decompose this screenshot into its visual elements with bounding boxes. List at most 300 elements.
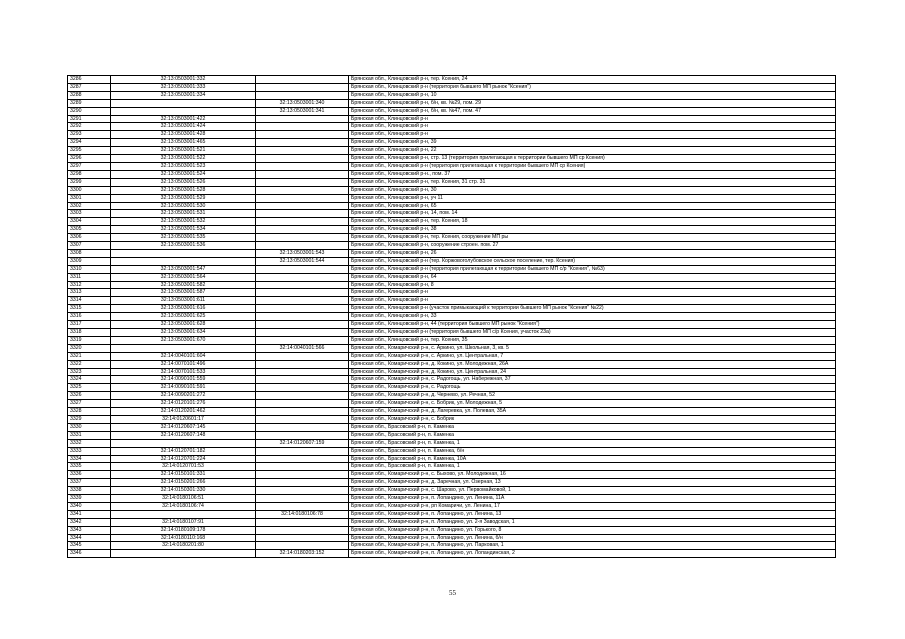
- object-cadastral-number-cell: 32:13:0503001:543: [256, 249, 349, 257]
- object-cadastral-number-cell: [256, 423, 349, 431]
- object-cadastral-number-cell: [256, 76, 349, 84]
- address-cell: Брянская обл., Клинцовский р-н, тер. Ксения, сооружение МП ры: [349, 234, 836, 242]
- cadastral-number-cell: [111, 550, 256, 558]
- cadastral-number-cell: 32:14:0120601:17: [111, 415, 256, 423]
- row-number-cell: 3326: [68, 392, 111, 400]
- cadastral-number-cell: 32:13:0503001:628: [111, 321, 256, 329]
- row-number-cell: 3310: [68, 265, 111, 273]
- object-cadastral-number-cell: [256, 265, 349, 273]
- cadastral-number-cell: 32:13:0503001:332: [111, 76, 256, 84]
- cadastral-number-cell: 32:13:0503001:582: [111, 281, 256, 289]
- address-cell: Брянская обл., Брасовский р-н, п. Каменка: [349, 431, 836, 439]
- cadastral-number-cell: 32:13:0503001:422: [111, 115, 256, 123]
- object-cadastral-number-cell: [256, 305, 349, 313]
- object-cadastral-number-cell: [256, 368, 349, 376]
- object-cadastral-number-cell: [256, 83, 349, 91]
- address-cell: Брянская обл., Клинцовский р-н, 22: [349, 147, 836, 155]
- object-cadastral-number-cell: [256, 408, 349, 416]
- address-cell: Брянская обл., Клинцовский р-н, 39: [349, 139, 836, 147]
- row-number-cell: 3304: [68, 218, 111, 226]
- row-number-cell: 3330: [68, 423, 111, 431]
- cadastral-number-cell: 32:13:0503001:625: [111, 313, 256, 321]
- address-cell: Брянская обл., Клинцовский р-н, 64: [349, 273, 836, 281]
- row-number-cell: 3341: [68, 510, 111, 518]
- address-cell: Брянская обл., Клинцовский р-н, 65: [349, 202, 836, 210]
- object-cadastral-number-cell: [256, 455, 349, 463]
- cadastral-number-cell: 32:13:0503001:522: [111, 155, 256, 163]
- row-number-cell: 3297: [68, 162, 111, 170]
- row-number-cell: 3345: [68, 542, 111, 550]
- table-row: [68, 463, 836, 471]
- table-row: [68, 534, 836, 542]
- address-cell: Брянская обл., Клинцовский р-н, тер. Ксения, 24: [349, 76, 836, 84]
- address-cell: Брянская обл., Клинцовский р-н., пом. 37: [349, 170, 836, 178]
- object-cadastral-number-cell: [256, 218, 349, 226]
- address-cell: Брянская обл., Комаричский р-н, д. Заречная, ул. Озерная, 13: [349, 479, 836, 487]
- address-cell: Брянская обл., Клинцовский р-н, 8: [349, 281, 836, 289]
- row-number-cell: 3294: [68, 139, 111, 147]
- address-cell: Брянская обл., Комаричский р-н, с. Бобрик, ул. Молодежная, 5: [349, 400, 836, 408]
- cadastral-number-cell: 32:13:0503001:521: [111, 147, 256, 155]
- cadastral-number-cell: 32:14:0070101:496: [111, 360, 256, 368]
- cadastral-number-cell: 32:14:0090201:272: [111, 392, 256, 400]
- address-cell: Брянская обл., Комаричский р-н, д. Лагеревка, ул. Полевая, 35А: [349, 408, 836, 416]
- address-cell: Брянская обл., Комаричский р-н, с. Радогощь, ул. Набережная, 37: [349, 376, 836, 384]
- table-row: [68, 83, 836, 91]
- address-cell: Брянская обл., Клинцовский р-н, 10: [349, 91, 836, 99]
- row-number-cell: 3300: [68, 186, 111, 194]
- table-row: [68, 439, 836, 447]
- row-number-cell: 3296: [68, 155, 111, 163]
- row-number-cell: 3311: [68, 273, 111, 281]
- object-cadastral-number-cell: [256, 487, 349, 495]
- cadastral-number-cell: [111, 439, 256, 447]
- table-row: [68, 76, 836, 84]
- row-number-cell: 3289: [68, 99, 111, 107]
- row-number-cell: 3329: [68, 415, 111, 423]
- table-row: [68, 550, 836, 558]
- table-row: [68, 336, 836, 344]
- object-cadastral-number-cell: [256, 463, 349, 471]
- table-row: [68, 384, 836, 392]
- row-number-cell: 3290: [68, 107, 111, 115]
- page-number: 55: [449, 589, 456, 597]
- cadastral-number-cell: 32:13:0503001:528: [111, 186, 256, 194]
- table-row: [68, 344, 836, 352]
- table-body: [68, 76, 836, 558]
- table-row: [68, 115, 836, 123]
- object-cadastral-number-cell: 32:14:0040101:566: [256, 344, 349, 352]
- address-cell: Брянская обл., Клинцовский р-н: [349, 123, 836, 131]
- address-cell: Брянская обл., Клинцовский р-н (территория прилегающая к территории бывшего МП с/р "Ксения", №63): [349, 265, 836, 273]
- cadastral-number-cell: 32:13:0503001:564: [111, 273, 256, 281]
- object-cadastral-number-cell: [256, 273, 349, 281]
- row-number-cell: 3342: [68, 518, 111, 526]
- table-row: [68, 313, 836, 321]
- row-number-cell: 3313: [68, 289, 111, 297]
- cadastral-number-cell: 32:14:0120201:462: [111, 408, 256, 416]
- table-row: [68, 447, 836, 455]
- row-number-cell: 3318: [68, 329, 111, 337]
- table-row: [68, 352, 836, 360]
- address-cell: Брянская обл., Комаричский р-н, д. Черневo, ул. Речная, 52: [349, 392, 836, 400]
- object-cadastral-number-cell: 32:13:0503001:341: [256, 107, 349, 115]
- cadastral-number-cell: 32:13:0503001:670: [111, 336, 256, 344]
- cadastral-number-cell: 32:13:0503001:334: [111, 91, 256, 99]
- object-cadastral-number-cell: [256, 242, 349, 250]
- object-cadastral-number-cell: [256, 534, 349, 542]
- row-number-cell: 3299: [68, 178, 111, 186]
- table-row: [68, 147, 836, 155]
- cadastral-number-cell: [111, 99, 256, 107]
- cadastral-number-cell: 32:14:0090101:591: [111, 384, 256, 392]
- object-cadastral-number-cell: [256, 139, 349, 147]
- object-cadastral-number-cell: [256, 447, 349, 455]
- row-number-cell: 3316: [68, 313, 111, 321]
- table-row: [68, 368, 836, 376]
- address-cell: Брянская обл., Брасовский р-н, п. Каменка: [349, 423, 836, 431]
- object-cadastral-number-cell: [256, 162, 349, 170]
- address-cell: Брянская обл., Клинцовский р-н (тер. Коржовоголубовское сельское поселение, тер. Ксения): [349, 257, 836, 265]
- cadastral-number-cell: 32:13:0503001:587: [111, 289, 256, 297]
- row-number-cell: 3322: [68, 360, 111, 368]
- cadastral-number-cell: 32:14:0120701:53: [111, 463, 256, 471]
- object-cadastral-number-cell: [256, 289, 349, 297]
- object-cadastral-number-cell: 32:14:0180203:152: [256, 550, 349, 558]
- table-row: [68, 178, 836, 186]
- row-number-cell: 3293: [68, 131, 111, 139]
- row-number-cell: 3317: [68, 321, 111, 329]
- address-cell: Брянская обл., Комаричский р-н, с. Аркино, ул. Школьная, 3, кв. 5: [349, 344, 836, 352]
- row-number-cell: 3301: [68, 194, 111, 202]
- object-cadastral-number-cell: [256, 155, 349, 163]
- address-cell: Брянская обл., Клинцовский р-н: [349, 115, 836, 123]
- address-cell: Брянская обл., Комаричский р-н, с. Шарово, ул. Первомайковой, 1: [349, 487, 836, 495]
- cadastral-number-cell: 32:14:0040101:604: [111, 352, 256, 360]
- cadastral-number-cell: 32:13:0503001:523: [111, 162, 256, 170]
- table-row: [68, 249, 836, 257]
- cadastral-number-cell: 32:14:0090101:559: [111, 376, 256, 384]
- table-row: [68, 123, 836, 131]
- table-row: [68, 423, 836, 431]
- object-cadastral-number-cell: [256, 202, 349, 210]
- address-cell: Брянская обл., Клинцовский р-н, стр. 13 (территория прилегающая к территории бывшего МП ср Ксения): [349, 155, 836, 163]
- address-cell: Брянская обл., Клинцовский р-н (территория бывшего МП рынок "Ксения"): [349, 83, 836, 91]
- table-row: [68, 210, 836, 218]
- table-row: [68, 226, 836, 234]
- cadastral-number-cell: [111, 257, 256, 265]
- table-row: [68, 392, 836, 400]
- address-cell: Брянская обл., Комаричский р-н, п. Лопандино, ул. 2-я Заводская, 1: [349, 518, 836, 526]
- table-row: [68, 297, 836, 305]
- cadastral-number-cell: 32:13:0503001:532: [111, 218, 256, 226]
- table-row: [68, 194, 836, 202]
- table-row: [68, 91, 836, 99]
- object-cadastral-number-cell: [256, 178, 349, 186]
- address-cell: Брянская обл., Клинцовский р-н, б/н, кв. №29, пом. 29: [349, 99, 836, 107]
- row-number-cell: 3331: [68, 431, 111, 439]
- table-row: [68, 321, 836, 329]
- cadastral-number-cell: 32:13:0503001:465: [111, 139, 256, 147]
- cadastral-number-cell: 32:13:0503001:547: [111, 265, 256, 273]
- address-cell: Брянская обл., Комаричский р-н, с. Радогощь: [349, 384, 836, 392]
- object-cadastral-number-cell: [256, 392, 349, 400]
- object-cadastral-number-cell: [256, 479, 349, 487]
- address-cell: Брянская обл., Комаричский р-н, с. Бобрик: [349, 415, 836, 423]
- table-row: [68, 376, 836, 384]
- object-cadastral-number-cell: [256, 376, 349, 384]
- row-number-cell: 3302: [68, 202, 111, 210]
- table-row: [68, 479, 836, 487]
- table-row: [68, 234, 836, 242]
- object-cadastral-number-cell: [256, 210, 349, 218]
- cadastral-number-cell: 32:13:0503001:530: [111, 202, 256, 210]
- property-register-table: [67, 75, 836, 558]
- address-cell: Брянская обл., Клинцовский р-н, 14, пом. 14: [349, 210, 836, 218]
- row-number-cell: 3337: [68, 479, 111, 487]
- row-number-cell: 3292: [68, 123, 111, 131]
- row-number-cell: 3319: [68, 336, 111, 344]
- address-cell: Брянская обл., Брасовский р-н, п. Каменка, б/н: [349, 447, 836, 455]
- address-cell: Брянская обл., Клинцовский р-н, 26: [349, 249, 836, 257]
- object-cadastral-number-cell: [256, 384, 349, 392]
- table-row: [68, 107, 836, 115]
- table-row: [68, 257, 836, 265]
- row-number-cell: 3324: [68, 376, 111, 384]
- address-cell: Брянская обл., Клинцовский р-н, уч 11: [349, 194, 836, 202]
- row-number-cell: 3334: [68, 455, 111, 463]
- table-row: [68, 242, 836, 250]
- address-cell: Брянская обл., Клинцовский р-н (территория прилегающая к территории бывшего МП ср Ксения): [349, 162, 836, 170]
- cadastral-number-cell: 32:13:0503001:616: [111, 305, 256, 313]
- object-cadastral-number-cell: [256, 313, 349, 321]
- address-cell: Брянская обл., Клинцовский р-н, 44 (территория бывшего МП рынок "Ксения"): [349, 321, 836, 329]
- cadastral-number-cell: 32:14:0120607:148: [111, 431, 256, 439]
- row-number-cell: 3291: [68, 115, 111, 123]
- row-number-cell: 3298: [68, 170, 111, 178]
- row-number-cell: 3320: [68, 344, 111, 352]
- address-cell: Брянская обл., Клинцовский р-н, сооружение строен. пом. 27: [349, 242, 836, 250]
- object-cadastral-number-cell: [256, 502, 349, 510]
- row-number-cell: 3308: [68, 249, 111, 257]
- cadastral-number-cell: 32:14:0150201:266: [111, 479, 256, 487]
- cadastral-number-cell: 32:13:0503001:524: [111, 170, 256, 178]
- cadastral-number-cell: 32:14:0150101:331: [111, 471, 256, 479]
- cadastral-number-cell: 32:14:0070101:533: [111, 368, 256, 376]
- address-cell: Брянская обл., Клинцовский р-н: [349, 297, 836, 305]
- object-cadastral-number-cell: [256, 526, 349, 534]
- table-row: [68, 400, 836, 408]
- address-cell: Брянская обл., Комаричский р-н, с. Быхово, ул. Молодежная, 16: [349, 471, 836, 479]
- row-number-cell: 3335: [68, 463, 111, 471]
- cadastral-number-cell: 32:14:0120701:224: [111, 455, 256, 463]
- cadastral-number-cell: 32:14:0180106:74: [111, 502, 256, 510]
- object-cadastral-number-cell: [256, 542, 349, 550]
- table-row: [68, 289, 836, 297]
- object-cadastral-number-cell: 32:13:0503001:340: [256, 99, 349, 107]
- table-row: [68, 408, 836, 416]
- object-cadastral-number-cell: [256, 115, 349, 123]
- table-row: [68, 162, 836, 170]
- table-row: [68, 155, 836, 163]
- cadastral-number-cell: [111, 249, 256, 257]
- row-number-cell: 3333: [68, 447, 111, 455]
- row-number-cell: 3315: [68, 305, 111, 313]
- object-cadastral-number-cell: [256, 281, 349, 289]
- table-row: [68, 218, 836, 226]
- row-number-cell: 3344: [68, 534, 111, 542]
- cadastral-number-cell: 32:13:0503001:428: [111, 131, 256, 139]
- address-cell: Брянская обл., Клинцовский р-н, 38: [349, 226, 836, 234]
- row-number-cell: 3287: [68, 83, 111, 91]
- address-cell: Брянская обл., Комаричский р-н, п. Лопандино, ул. Парковая, 1: [349, 542, 836, 550]
- address-cell: Брянская обл., Брасовский р-н, п. Каменка, 10А: [349, 455, 836, 463]
- table-row: [68, 265, 836, 273]
- table-row: [68, 510, 836, 518]
- address-cell: Брянская обл., Брасовский р-н, п. Каменка, 1: [349, 439, 836, 447]
- cadastral-number-cell: 32:14:0120607:145: [111, 423, 256, 431]
- table-row: [68, 455, 836, 463]
- object-cadastral-number-cell: [256, 352, 349, 360]
- object-cadastral-number-cell: 32:13:0503001:544: [256, 257, 349, 265]
- row-number-cell: 3340: [68, 502, 111, 510]
- cadastral-number-cell: 32:13:0503001:611: [111, 297, 256, 305]
- row-number-cell: 3303: [68, 210, 111, 218]
- address-cell: Брянская обл., Клинцовский р-н, тер. Ксения, 35: [349, 336, 836, 344]
- cadastral-number-cell: 32:14:0150301:330: [111, 487, 256, 495]
- address-cell: Брянская обл., Комаричский р-н, д. Кокино, ул. Молодежная, 26А: [349, 360, 836, 368]
- table-row: [68, 131, 836, 139]
- object-cadastral-number-cell: [256, 336, 349, 344]
- cadastral-number-cell: 32:13:0503001:531: [111, 210, 256, 218]
- object-cadastral-number-cell: [256, 518, 349, 526]
- table-row: [68, 502, 836, 510]
- object-cadastral-number-cell: [256, 360, 349, 368]
- cadastral-number-cell: 32:13:0503001:634: [111, 329, 256, 337]
- cadastral-number-cell: [111, 344, 256, 352]
- object-cadastral-number-cell: [256, 194, 349, 202]
- object-cadastral-number-cell: [256, 329, 349, 337]
- address-cell: Брянская обл., Комаричский р-н, п. Лопандино, ул. Ленина, б/н: [349, 534, 836, 542]
- object-cadastral-number-cell: [256, 471, 349, 479]
- row-number-cell: 3309: [68, 257, 111, 265]
- address-cell: Брянская обл., Клинцовский р-н, 33: [349, 313, 836, 321]
- cadastral-number-cell: 32:14:0180106:51: [111, 495, 256, 503]
- object-cadastral-number-cell: [256, 495, 349, 503]
- table-row: [68, 471, 836, 479]
- object-cadastral-number-cell: [256, 321, 349, 329]
- cadastral-number-cell: 32:14:0180110:168: [111, 534, 256, 542]
- address-cell: Брянская обл., Комаричский р-н, п. Лопандино, ул. Ленина, 11А: [349, 495, 836, 503]
- cadastral-number-cell: 32:13:0503001:529: [111, 194, 256, 202]
- object-cadastral-number-cell: 32:14:0180106:78: [256, 510, 349, 518]
- cadastral-number-cell: [111, 510, 256, 518]
- object-cadastral-number-cell: [256, 91, 349, 99]
- table-row: [68, 99, 836, 107]
- cadastral-number-cell: 32:14:0180109:178: [111, 526, 256, 534]
- row-number-cell: 3343: [68, 526, 111, 534]
- address-cell: Брянская обл., Комаричский р-н, п. Лопандино, ул. Ленина, 13: [349, 510, 836, 518]
- row-number-cell: 3336: [68, 471, 111, 479]
- cadastral-number-cell: 32:13:0503001:536: [111, 242, 256, 250]
- address-cell: Брянская обл., Комаричский р-н, п. Лопандино, ул. Лопандинская, 2: [349, 550, 836, 558]
- object-cadastral-number-cell: [256, 234, 349, 242]
- object-cadastral-number-cell: 32:14:0120607:159: [256, 439, 349, 447]
- row-number-cell: 3328: [68, 408, 111, 416]
- address-cell: Брянская обл., Клинцовский р-н, тер. Ксения, 31 стр. 31: [349, 178, 836, 186]
- table-row: [68, 186, 836, 194]
- row-number-cell: 3321: [68, 352, 111, 360]
- cadastral-number-cell: 32:14:0120101:276: [111, 400, 256, 408]
- row-number-cell: 3314: [68, 297, 111, 305]
- row-number-cell: 3307: [68, 242, 111, 250]
- object-cadastral-number-cell: [256, 147, 349, 155]
- table-row: [68, 487, 836, 495]
- address-cell: Брянская обл., Брасовский р-н, п. Каменка, 1: [349, 463, 836, 471]
- object-cadastral-number-cell: [256, 131, 349, 139]
- cadastral-number-cell: 32:13:0503001:534: [111, 226, 256, 234]
- row-number-cell: 3286: [68, 76, 111, 84]
- table-row: [68, 360, 836, 368]
- address-cell: Брянская обл., Клинцовский р-н: [349, 131, 836, 139]
- table-row: [68, 415, 836, 423]
- row-number-cell: 3338: [68, 487, 111, 495]
- address-cell: Брянская обл., Комаричский р-н, д. Кокино, ул. Центральная, 24: [349, 368, 836, 376]
- cadastral-number-cell: 32:13:0503001:535: [111, 234, 256, 242]
- object-cadastral-number-cell: [256, 123, 349, 131]
- address-cell: Брянская обл., Комаричский р-н, с. Аркино, ул. Центральная, 7: [349, 352, 836, 360]
- row-number-cell: 3325: [68, 384, 111, 392]
- row-number-cell: 3305: [68, 226, 111, 234]
- cadastral-number-cell: 32:14:0120701:182: [111, 447, 256, 455]
- address-cell: Брянская обл., Клинцовский р-н, 30: [349, 186, 836, 194]
- address-cell: Брянская обл., Клинцовский р-н (территория бывшего МП с/р Ксения, участок 23а): [349, 329, 836, 337]
- row-number-cell: 3346: [68, 550, 111, 558]
- row-number-cell: 3306: [68, 234, 111, 242]
- table-row: [68, 431, 836, 439]
- address-cell: Брянская обл., Клинцовский р-н (участок примыкающий к территории бывшего МП рынок "Ксения" №22): [349, 305, 836, 313]
- table-row: [68, 518, 836, 526]
- table-row: [68, 305, 836, 313]
- table-row: [68, 281, 836, 289]
- row-number-cell: 3323: [68, 368, 111, 376]
- table-row: [68, 495, 836, 503]
- row-number-cell: 3288: [68, 91, 111, 99]
- row-number-cell: 3332: [68, 439, 111, 447]
- cadastral-number-cell: 32:13:0503001:333: [111, 83, 256, 91]
- cadastral-number-cell: 32:13:0503001:424: [111, 123, 256, 131]
- table-row: [68, 526, 836, 534]
- table-row: [68, 139, 836, 147]
- cadastral-number-cell: [111, 107, 256, 115]
- cadastral-number-cell: 32:14:0180107:91: [111, 518, 256, 526]
- address-cell: Брянская обл., Клинцовский р-н, б/н, кв. №47, пом. 47: [349, 107, 836, 115]
- object-cadastral-number-cell: [256, 431, 349, 439]
- cadastral-number-cell: 32:14:0180201:80: [111, 542, 256, 550]
- table-row: [68, 329, 836, 337]
- row-number-cell: 3339: [68, 495, 111, 503]
- object-cadastral-number-cell: [256, 400, 349, 408]
- address-cell: Брянская обл., Комаричский р-н, п. Лопандино, ул. Горького, 8: [349, 526, 836, 534]
- object-cadastral-number-cell: [256, 186, 349, 194]
- row-number-cell: 3312: [68, 281, 111, 289]
- address-cell: Брянская обл., Клинцовский р-н: [349, 289, 836, 297]
- row-number-cell: 3295: [68, 147, 111, 155]
- table-row: [68, 170, 836, 178]
- object-cadastral-number-cell: [256, 170, 349, 178]
- table-row: [68, 273, 836, 281]
- object-cadastral-number-cell: [256, 415, 349, 423]
